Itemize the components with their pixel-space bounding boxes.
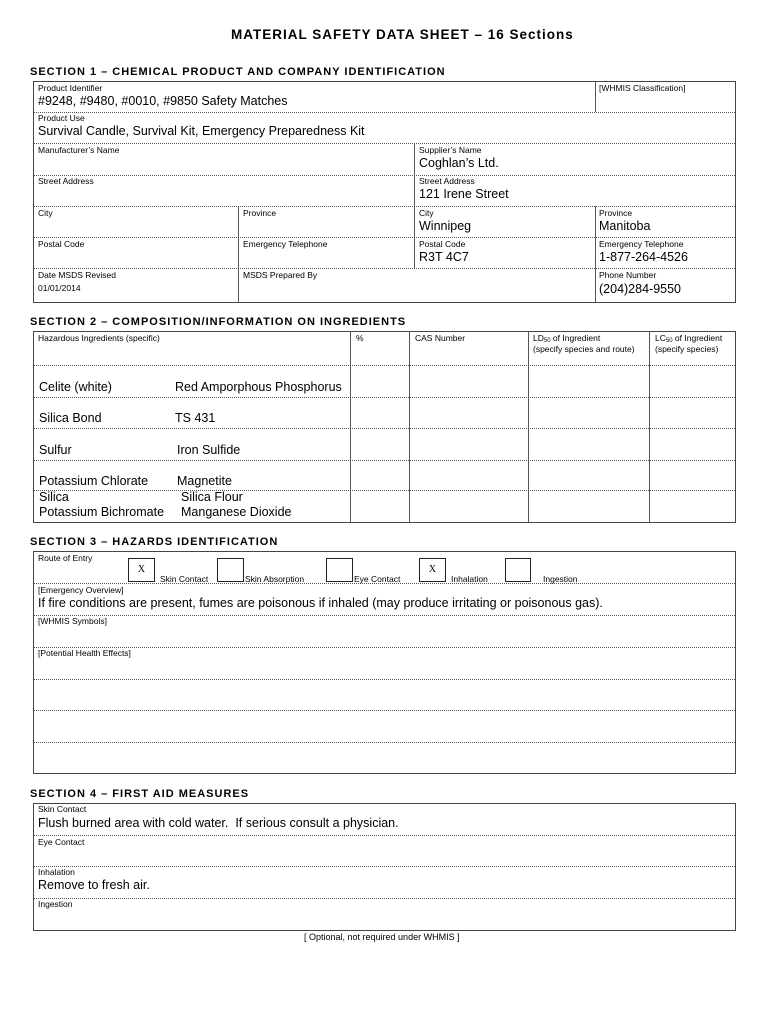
product-use-label: Product Use (38, 113, 85, 123)
route-label-eye-contact: Eye Contact (354, 574, 401, 584)
column-divider (409, 331, 410, 522)
cas-number-header: CAS Number (415, 333, 466, 343)
supplier-postal-label: Postal Code (419, 239, 466, 249)
ingredient-name: Silica Bond (39, 411, 102, 425)
section-1-heading: SECTION 1 – CHEMICAL PRODUCT AND COMPANY IDENTIFICATION (30, 66, 446, 78)
ld50-abbr: LD (533, 333, 544, 343)
supplier-city-value: Winnipeg (419, 219, 472, 233)
lc50-header (655, 333, 722, 343)
product-identifier-label: Product Identifier (38, 83, 103, 93)
ld50-header (533, 333, 600, 343)
row-divider (34, 428, 735, 429)
column-divider (595, 81, 596, 112)
manufacturer-phone-label: Emergency Telephone (243, 239, 328, 249)
row-divider (34, 112, 735, 113)
ingredient-name: Silica (39, 490, 69, 504)
row-divider (34, 175, 735, 176)
lc50-abbr: LC (655, 333, 666, 343)
section-2-heading: SECTION 2 – COMPOSITION/INFORMATION ON INGREDIENTS (30, 316, 407, 328)
date-revised-value: 01/01/2014 (38, 283, 81, 293)
supplier-postal-value: R3T 4C7 (419, 250, 469, 264)
supplier-province-value: Manitoba (599, 219, 651, 233)
supplier-phone-label: Emergency Telephone (599, 239, 684, 249)
column-divider (595, 206, 596, 302)
row-divider (34, 866, 735, 867)
skin-contact-label: Skin Contact (38, 804, 87, 814)
column-divider (238, 206, 239, 302)
checkbox-skin-contact[interactable] (128, 558, 155, 582)
ingredient-name: Iron Sulfide (177, 443, 241, 457)
ingredients-header: Hazardous Ingredients (specific) (38, 333, 160, 343)
lc50-text: of Ingredient (672, 333, 723, 343)
row-divider (34, 898, 735, 899)
route-label-ingestion: Ingestion (543, 574, 578, 584)
column-divider (350, 331, 351, 522)
check-mark: X (137, 564, 146, 575)
section-3-heading: SECTION 3 – HAZARDS IDENTIFICATION (30, 536, 279, 548)
supplier-name-label: Supplier’s Name (419, 145, 482, 155)
row-divider (34, 647, 735, 648)
phone-number-value: (204)284-9550 (599, 282, 682, 296)
check-mark: X (428, 564, 437, 575)
supplier-city-label: City (419, 208, 434, 218)
manufacturer-postal-label: Postal Code (38, 239, 85, 249)
row-divider (34, 742, 735, 743)
phone-number-label: Phone Number (599, 270, 657, 280)
column-divider (414, 143, 415, 268)
date-revised-label: Date MSDS Revised (38, 270, 116, 280)
supplier-phone-value: 1-877-264-4526 (599, 250, 688, 264)
row-divider (34, 143, 735, 144)
emergency-overview-value: If fire conditions are present, fumes are poisonous if inhaled (may produce irritating or poisonous gas). (38, 596, 603, 610)
ingredient-name: Manganese Dioxide (181, 505, 292, 519)
row-divider (34, 710, 735, 711)
row-divider (34, 460, 735, 461)
inhalation-label: Inhalation (38, 867, 75, 877)
ld50-note: (specify species and route) (533, 344, 635, 354)
inhalation-value: Remove to fresh air. (38, 878, 150, 892)
prepared-by-label: MSDS Prepared By (243, 270, 318, 280)
ingredient-name: Celite (white) (39, 380, 112, 394)
product-use-value: Survival Candle, Survival Kit, Emergency Preparedness Kit (38, 124, 365, 138)
section-2-table (33, 331, 736, 523)
checkbox-skin-absorption[interactable] (217, 558, 244, 582)
checkbox-inhalation[interactable] (419, 558, 446, 582)
route-of-entry-label: Route of Entry (38, 553, 93, 563)
ingredient-name: Red Amporphous Phosphorus (175, 380, 342, 394)
row-divider (34, 397, 735, 398)
route-label-skin-contact: Skin Contact (160, 574, 209, 584)
manufacturer-street-label: Street Address (38, 176, 94, 186)
ingredient-name: Potassium Chlorate (39, 474, 149, 488)
ingredient-name: Sulfur (39, 443, 72, 457)
ld50-subscript: 50 (543, 338, 551, 344)
whmis-classification-label: [WHMIS Classification] (599, 83, 686, 93)
product-identifier-value: #9248, #9480, #0010, #9850 Safety Matches (38, 94, 288, 108)
checkbox-ingestion[interactable] (505, 558, 531, 582)
ingredient-name: Magnetite (177, 474, 232, 488)
lc50-subscript: 50 (665, 338, 673, 344)
document-title: MATERIAL SAFETY DATA SHEET – 16 Sections (231, 27, 574, 42)
route-label-inhalation: Inhalation (451, 574, 488, 584)
row-divider (34, 237, 735, 238)
supplier-street-value: 121 Irene Street (419, 187, 509, 201)
row-divider (34, 268, 735, 269)
ingredient-name: TS 431 (175, 411, 216, 425)
potential-health-effects-label: [Potential Health Effects] (38, 648, 131, 658)
whmis-symbols-label: [WHMIS Symbols] (38, 616, 107, 626)
manufacturer-name-label: Manufacturer’s Name (38, 145, 120, 155)
lc50-note: (specify species) (655, 344, 719, 354)
eye-contact-label: Eye Contact (38, 837, 85, 847)
percent-header: % (356, 333, 364, 343)
row-divider (34, 206, 735, 207)
section-3-table (33, 551, 736, 774)
row-divider (34, 835, 735, 836)
section-4-heading: SECTION 4 – FIRST AID MEASURES (30, 788, 250, 800)
manufacturer-city-label: City (38, 208, 53, 218)
supplier-street-label: Street Address (419, 176, 475, 186)
column-divider (528, 331, 529, 522)
skin-contact-value: Flush burned area with cold water. If serious consult a physician. (38, 816, 399, 830)
ingredient-name: Silica Flour (181, 490, 243, 504)
checkbox-eye-contact[interactable] (326, 558, 353, 582)
supplier-province-label: Province (599, 208, 633, 218)
emergency-overview-label: [Emergency Overview] (38, 585, 124, 595)
manufacturer-province-label: Province (243, 208, 277, 218)
row-divider (34, 615, 735, 616)
ld50-text: of Ingredient (550, 333, 601, 343)
row-divider (34, 365, 735, 366)
column-divider (649, 331, 650, 522)
ingestion-label: Ingestion (38, 899, 73, 909)
row-divider (34, 490, 735, 491)
route-label-skin-absorption: Skin Absorption (245, 574, 305, 584)
ingredient-name: Potassium Bichromate (39, 505, 165, 519)
footer-note: [ Optional, not required under WHMIS ] (304, 932, 460, 942)
supplier-name-value: Coghlan’s Ltd. (419, 156, 499, 170)
row-divider (34, 679, 735, 680)
